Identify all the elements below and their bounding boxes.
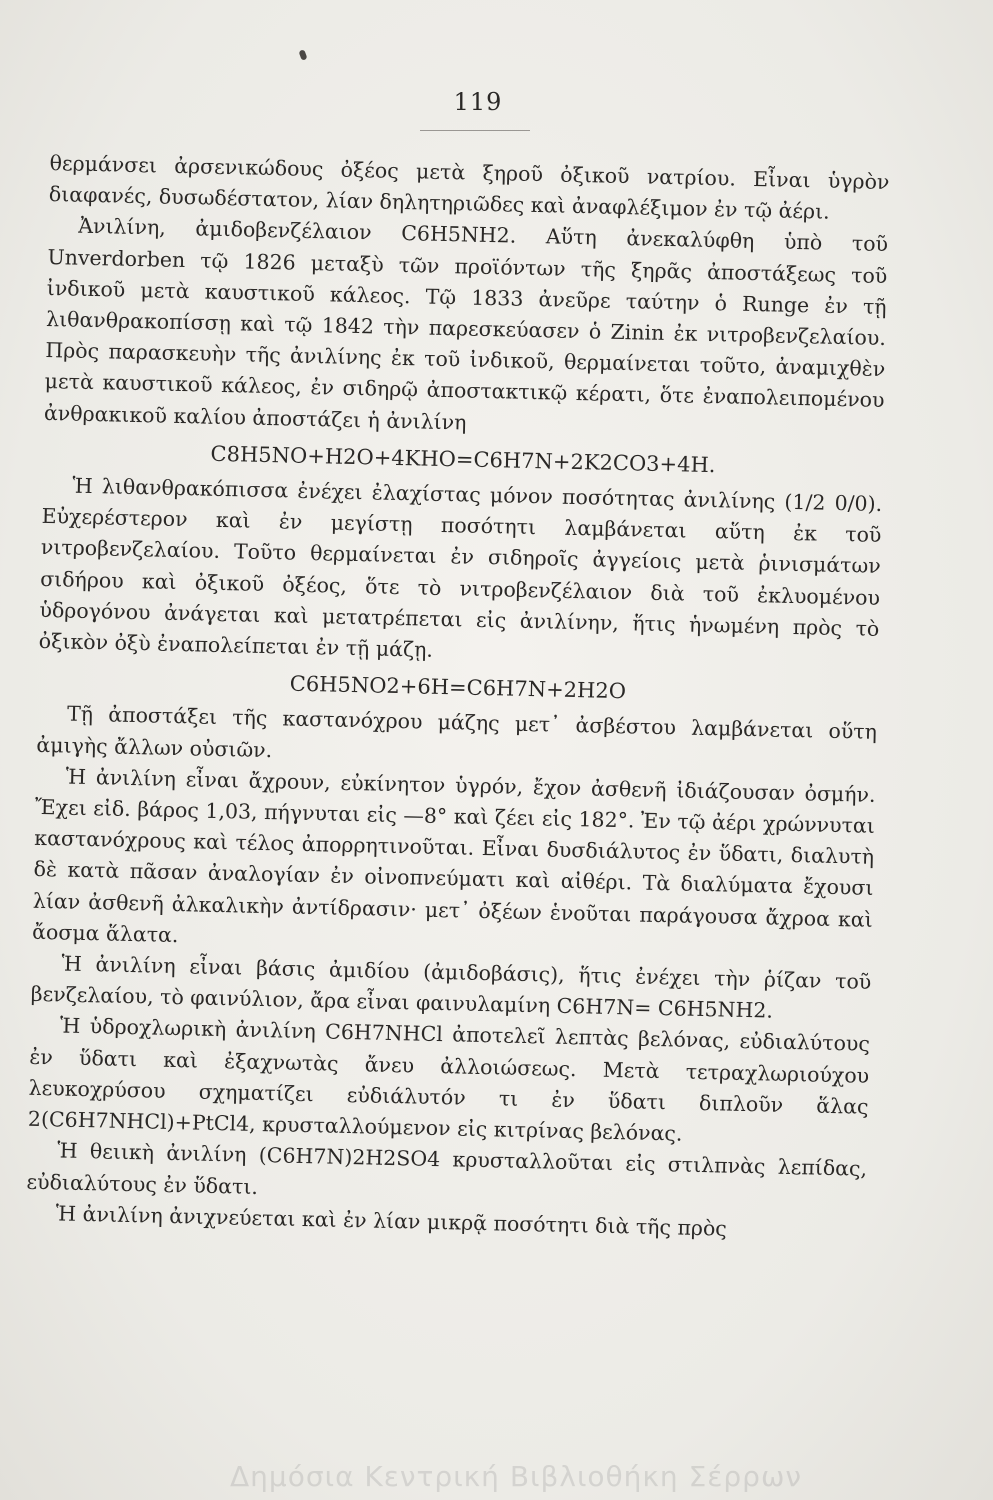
header-rule xyxy=(420,130,530,131)
body-text xyxy=(25,148,889,1248)
page-number: 119 xyxy=(453,88,503,116)
paragraph: Τῇ ἀποστάξει τῆς καστανόχρου μάζης μετ᾽ ἀσβέστου λαμβάνεται οὕτη ἀμιγὴς ἄλλων οὐσιῶν. xyxy=(36,701,878,762)
paragraph: θερμάνσει ἀρσενικώδους ὀξέος μετὰ ξηροῦ ὀξικοῦ νατρίου. Εἶναι ὑγρὸν διαφανές, δυσωδέστατον, λίαν δηλητηριῶδες καὶ ἀναφλέξιμον ἐν τῷ ἀέρι. xyxy=(48,150,890,224)
library-watermark: Δημόσια Κεντρική Βιβλιοθήκη Σέρρων xyxy=(230,1460,803,1493)
paragraph: Ἡ θειικὴ ἀνιλίνη (C6H7N)2H2SO4 κρυσταλλοῦται εἰς στιλπνὰς λεπίδας, εὐδιαλύτους ἐν ὕδατι. xyxy=(26,1138,868,1199)
paragraph: Ἀνιλίνη, ἀμιδοβενζέλαιον C6H5NH2. Αὕτη ἀνεκαλύφθη ὑπὸ τοῦ Unverdorben τῷ 1826 μεταξὺ τῶν προϊόντων τῆς ξηρᾶς ἀποστάξεως τοῦ ἰνδικοῦ μετὰ καυστικοῦ κάλεος. Τῷ 1833 ἀνεῦρε ταύτην ὁ Runge ἐν τῇ λιθανθρακοπίσσῃ καὶ τῷ 1842 τὴν παρεσκεύασεν ὁ Zinin ἐκ νιτροβενζελαίου. Πρὸς παρασκευὴν τῆς ἀνιλίνης ἐκ τοῦ ἰνδικοῦ, θερμαίνεται τοῦτο, ἀναμιχθὲν μετὰ καυστικοῦ κάλεος, ἐν σιδηρῷ ἀποστακτικῷ κέρατι, ὅτε ἐναπολειπομένου ἀνθρακικοῦ καλίου ἀποστάζει ἡ ἀνιλίνη xyxy=(43,214,889,435)
paragraph: Ἡ ἀνιλίνη εἶναι ἄχρουν, εὐκίνητον ὑγρόν, ἔχον ἀσθενῆ ἰδιάζουσαν ὀσμήν. Ἔχει εἰδ. βάρος 1,03, πήγνυται εἰς —8° καὶ ζέει εἰς 182°. Ἐν τῷ ἀέρι χρώννυται καστανόχρους καὶ τέλος ἀπορρητινοῦται. Εἶναι δυσδιάλυτος ἐν ὕδατι, διαλυτὴ δὲ κατὰ πᾶσαν ἀναλογίαν ἐν οἰνοπνεύματι καὶ αἰθέρι. Τὰ διαλύματα ἔχουσι λίαν ἀσθενῆ ἀλκαλικὴν ἀντίδρασιν· μετ᾽ ὀξέων ἑνοῦται παράγουσα ἄχροα καὶ ἄοσμα ἅλατα. xyxy=(31,764,876,947)
paragraph: Ἡ ἀνιλίνη εἶναι βάσις ἀμιδίου (ἀμιδοβάσις), ἥτις ἐνέχει τὴν ῥίζαν τοῦ βενζελαίου, τὸ φαινύλιον, ἄρα εἶναι φαινυλαμίνη C6H7N= C6H5NH2. xyxy=(30,951,872,1023)
paragraph: Ἡ ἀνιλίνη ἀνιχνεύεται καὶ ἐν λίαν μικρᾷ ποσότητι διὰ τῆς πρὸς xyxy=(55,1201,728,1241)
paragraph: Ἡ λιθανθρακόπισσα ἐνέχει ἐλαχίστας μόνον ποσότητας ἀνιλίνης (1/2 0/0). Εὐχερέστερον καὶ ἐν μεγίστῃ ποσότητι λαμβάνεται αὕτη ἐκ τοῦ νιτροβενζελαίου. Τοῦτο θερμαίνεται ἐν σιδηροῖς ἀγγείοις μετὰ ῥινισμάτων σιδήρου καὶ ὀξικοῦ ὀξέος, ὅτε τὸ νιτροβενζέλαιον διὰ τοῦ ἐκλυομένου ὑδρογόνου ἀνάγεται καὶ μετατρέπεται εἰς ἀνιλίνην, ἥτις ἡνωμένη πρὸς τὸ ὀξικὸν ὀξὺ ἐναπολείπεται ἐν τῇ μάζῃ. xyxy=(38,473,883,662)
paragraph: Ἡ ὑδροχλωρικὴ ἀνιλίνη C6H7NHCl ἀποτελεῖ λεπτὰς βελόνας, εὐδιαλύτους ἐν ὕδατι καὶ ἐξαχνωτὰς ἄνευ ἀλλοιώσεως. Μετὰ τετραχλωριούχου λευκοχρύσου σχηματίζει εὐδιάλυτόν τι ἐν ὕδατι διπλοῦν ἅλας 2(C6H7NHCl)+PtCl4, κρυσταλλούμενον εἰς κιτρίνας βελόνας. xyxy=(27,1013,871,1146)
chemical-equation: C6H5NO2+6H=C6H7N+2H2O xyxy=(289,671,627,704)
chemical-equation: C8H5NO+H2O+4KHO=C6H7N+2K2CO3+4H. xyxy=(210,441,716,478)
ink-speck xyxy=(298,49,307,60)
